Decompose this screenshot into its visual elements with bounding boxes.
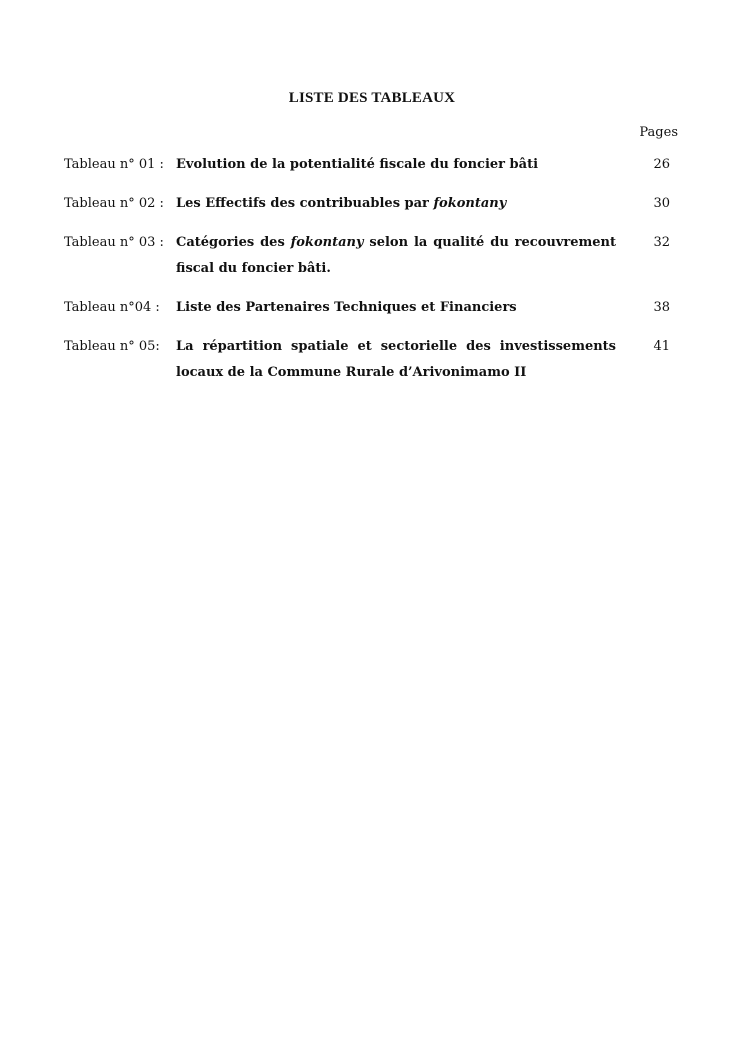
table-title-italic: fokontany xyxy=(290,235,364,250)
table-title xyxy=(176,230,630,282)
page-title: LISTE DES TABLEAUX xyxy=(288,90,456,106)
list-item xyxy=(64,191,680,217)
table-title-text: Les Effectifs des contribuables par xyxy=(176,196,434,211)
table-number-label: Tableau n° 05: xyxy=(64,339,160,354)
table-title xyxy=(176,334,630,386)
table-title xyxy=(176,152,630,178)
table-title-text: Catégories des xyxy=(176,235,291,250)
pages-column-header: Pages xyxy=(639,125,678,140)
table-number-label: Tableau n° 01 : xyxy=(64,157,164,172)
list-item xyxy=(64,295,680,321)
table-number-label: Tableau n° 03 : xyxy=(64,235,164,250)
page-number: 32 xyxy=(653,235,670,250)
list-item xyxy=(64,152,680,178)
table-number-label: Tableau n° 02 : xyxy=(64,196,164,211)
page-number: 26 xyxy=(653,157,670,172)
page-number: 30 xyxy=(653,196,670,211)
table-title-text: Evolution de la potentialité fiscale du foncier bâti xyxy=(176,157,539,172)
table-title-text: La répartition spatiale et sectorielle des investissements locaux de la Commune Rurale d’Arivonimamo II xyxy=(176,339,616,380)
table-title-text: Liste des Partenaires Techniques et Financiers xyxy=(176,300,517,315)
list-item xyxy=(64,334,680,386)
list-item xyxy=(64,230,680,282)
table-title-italic: fokontany xyxy=(433,196,507,211)
table-title xyxy=(176,295,630,321)
page-number: 38 xyxy=(653,300,670,315)
table-title xyxy=(176,191,630,217)
table-list xyxy=(64,152,680,399)
table-number-label: Tableau n°04 : xyxy=(64,300,160,315)
page-number: 41 xyxy=(653,339,670,354)
table-title-text-continued: selon la qualité du recouvrement fiscal du foncier bâti. xyxy=(176,235,616,276)
